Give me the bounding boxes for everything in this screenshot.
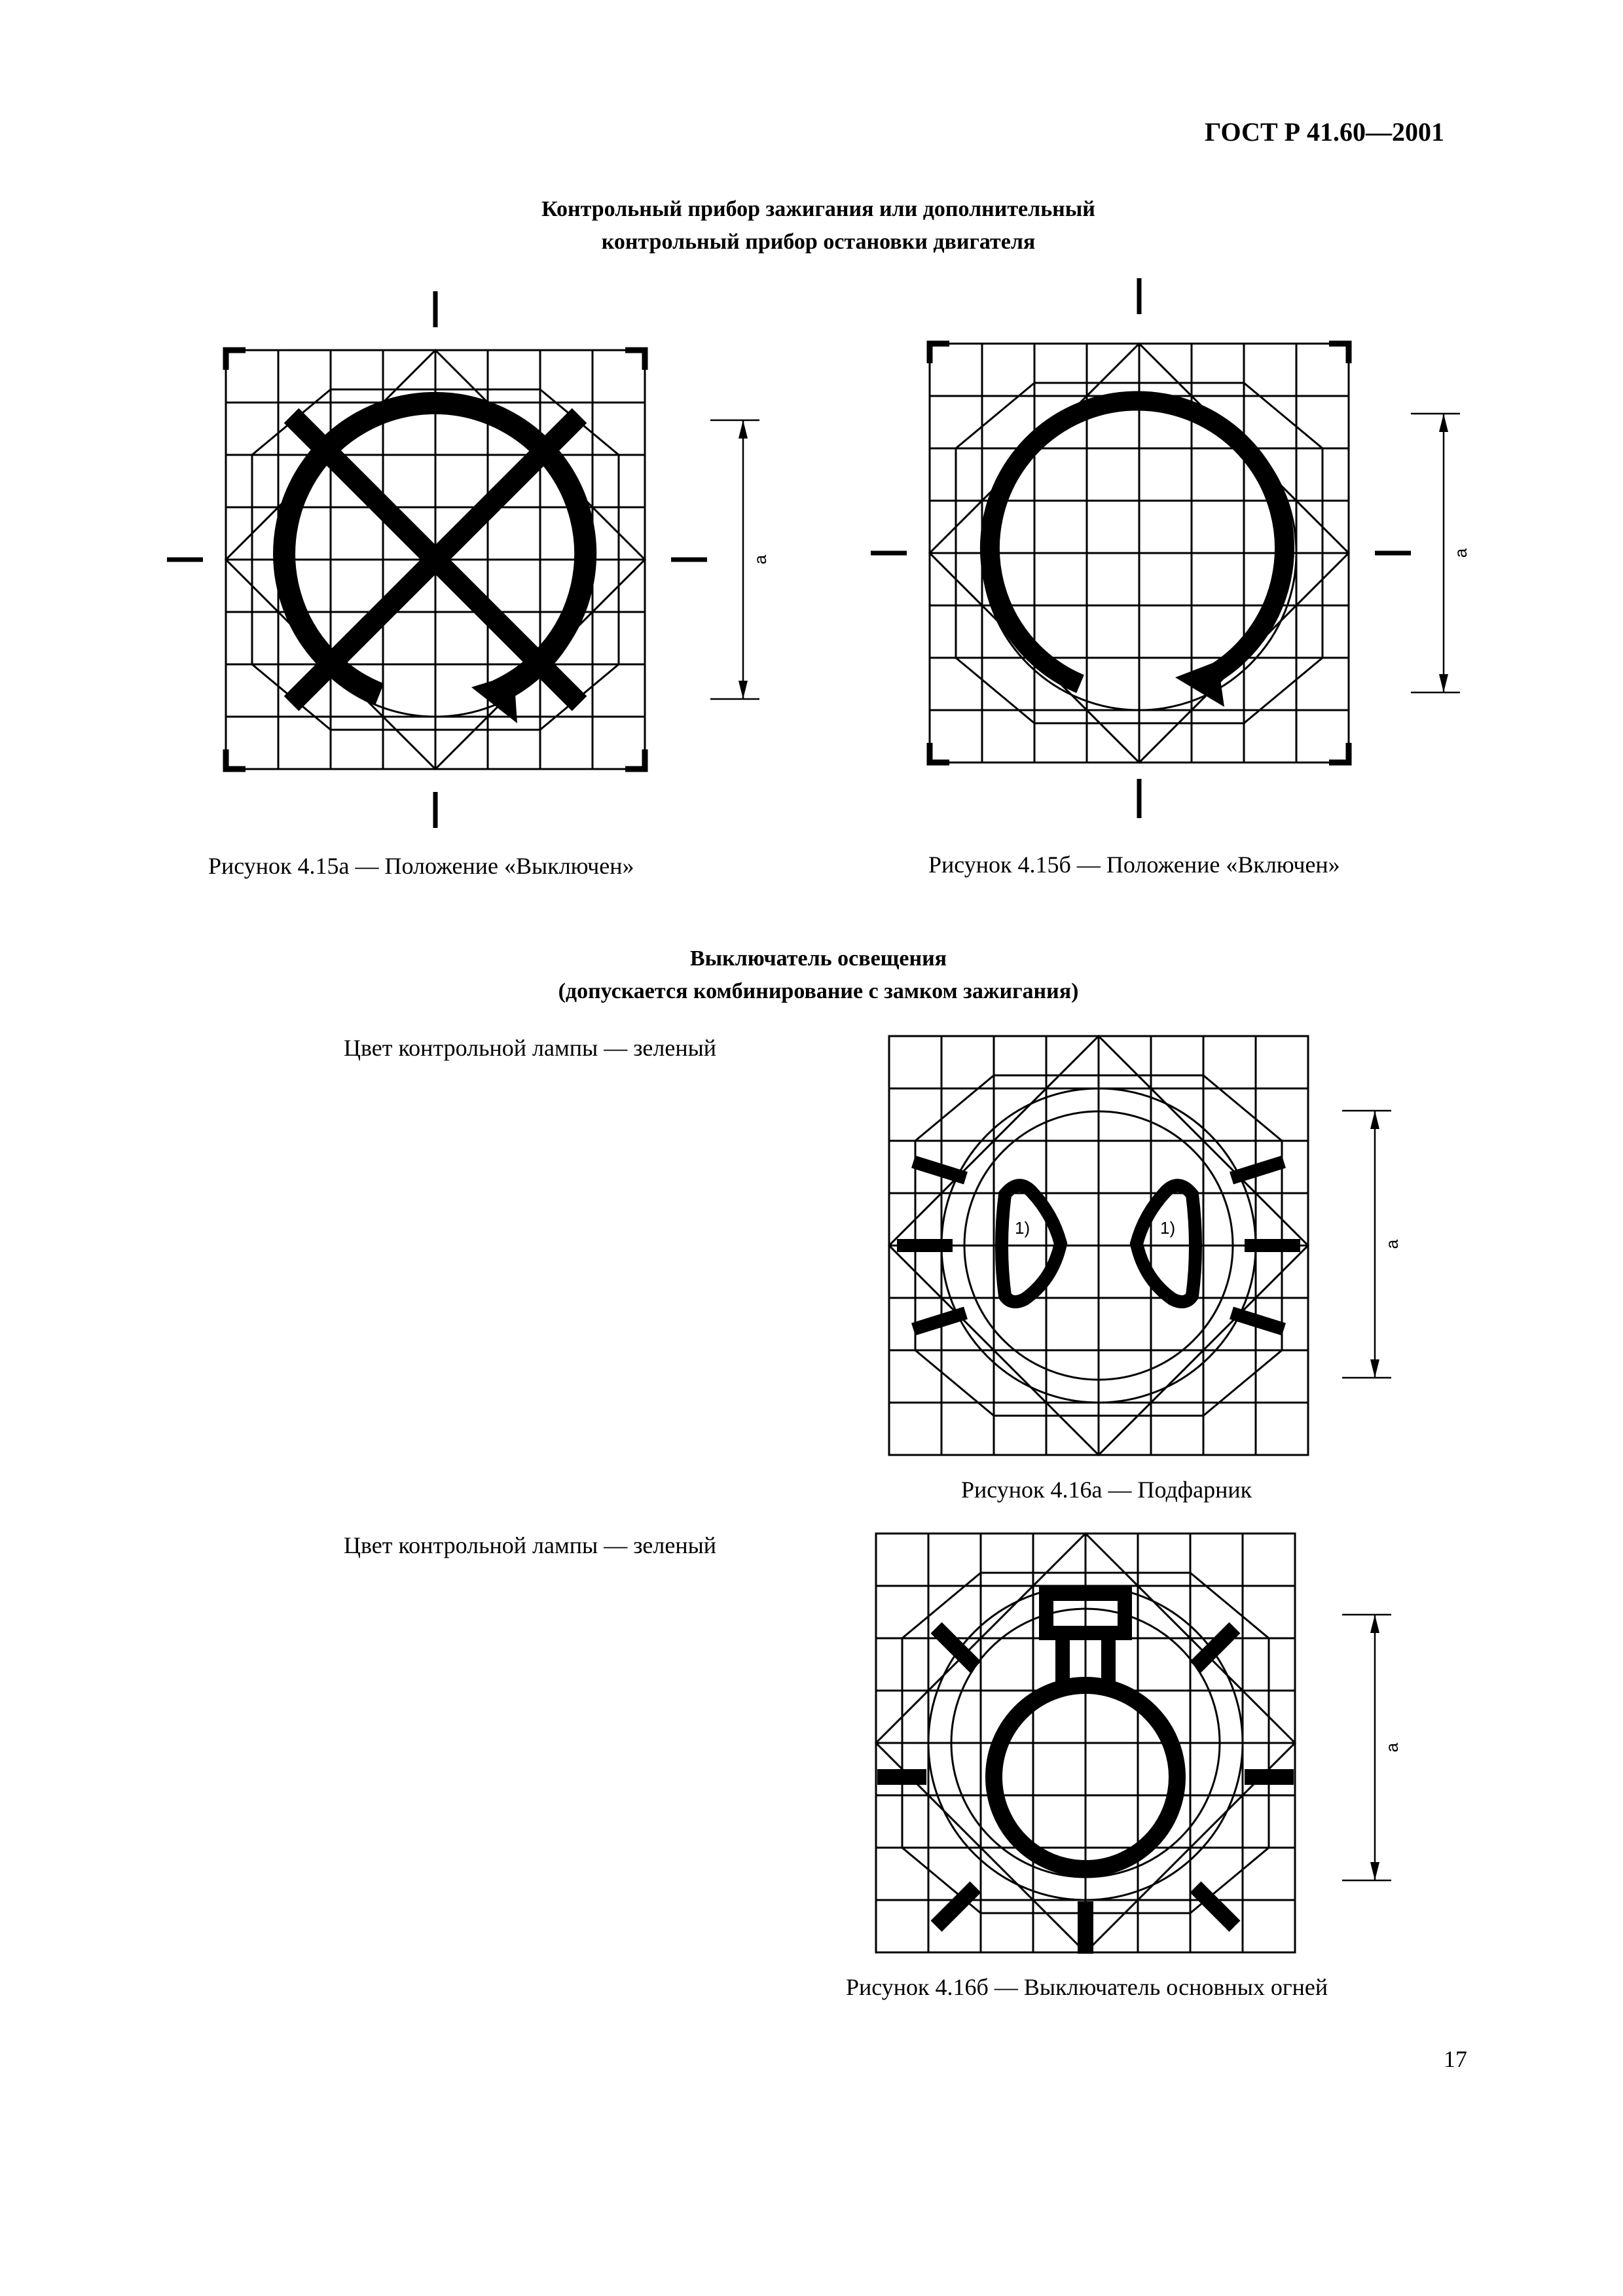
lamp-color-note-2: Цвет контрольной лампы — зеленый xyxy=(344,1532,717,1558)
caption-figure-4-15b: Рисунок 4.15б — Положение «Включен» xyxy=(928,852,1340,878)
dimension-label: a xyxy=(1451,548,1470,558)
figure-4-15b-on-symbol xyxy=(871,275,1395,864)
caption-figure-4-16a: Рисунок 4.16а — Подфарник xyxy=(961,1477,1252,1503)
section-title-line-1: Выключатель освещения xyxy=(689,946,947,971)
figure-4-15a-off-symbol xyxy=(164,281,687,870)
standard-header: ГОСТ Р 41.60—2001 xyxy=(1205,117,1445,147)
dimension-label: a xyxy=(1382,1742,1402,1753)
dimension-a-fig-4-16b xyxy=(1339,1607,1417,1895)
dimension-a-fig-4-15b xyxy=(1408,406,1486,707)
caption-figure-4-15a: Рисунок 4.15а — Положение «Выключен» xyxy=(208,853,634,879)
lamp-shape-right-icon xyxy=(1137,1185,1195,1302)
section-title-line-2: контрольный прибор остановки двигателя xyxy=(601,230,1036,254)
dimension-a-fig-4-16a xyxy=(1339,1103,1417,1391)
section-title-line-2: (допускается комбинирование с замком зажигания) xyxy=(558,979,1079,1003)
lamp-color-note-1: Цвет контрольной лампы — зеленый xyxy=(344,1035,717,1061)
center-ticks xyxy=(871,278,1411,818)
page-number: 17 xyxy=(1444,2046,1467,2072)
section-title-line-1: Контрольный прибор зажигания или дополнительный xyxy=(541,197,1095,221)
caption-figure-4-16b: Рисунок 4.16б — Выключатель основных огней xyxy=(846,1974,1328,2000)
dimension-a-fig-4-15a xyxy=(707,412,786,713)
dimension-label: a xyxy=(750,554,770,565)
figure-4-16b-main-lights-switch-symbol xyxy=(871,1528,1316,1973)
lamp-shape-left-icon xyxy=(1002,1185,1061,1302)
section-title-ignition xyxy=(393,193,1244,259)
dimension-label: a xyxy=(1382,1239,1402,1249)
footnote-mark-left: 1) xyxy=(1015,1218,1030,1238)
section-title-lighting-switch xyxy=(393,942,1244,1008)
footnote-mark-right: 1) xyxy=(1160,1218,1176,1238)
figure-4-16a-parking-light-symbol xyxy=(884,1031,1316,1463)
